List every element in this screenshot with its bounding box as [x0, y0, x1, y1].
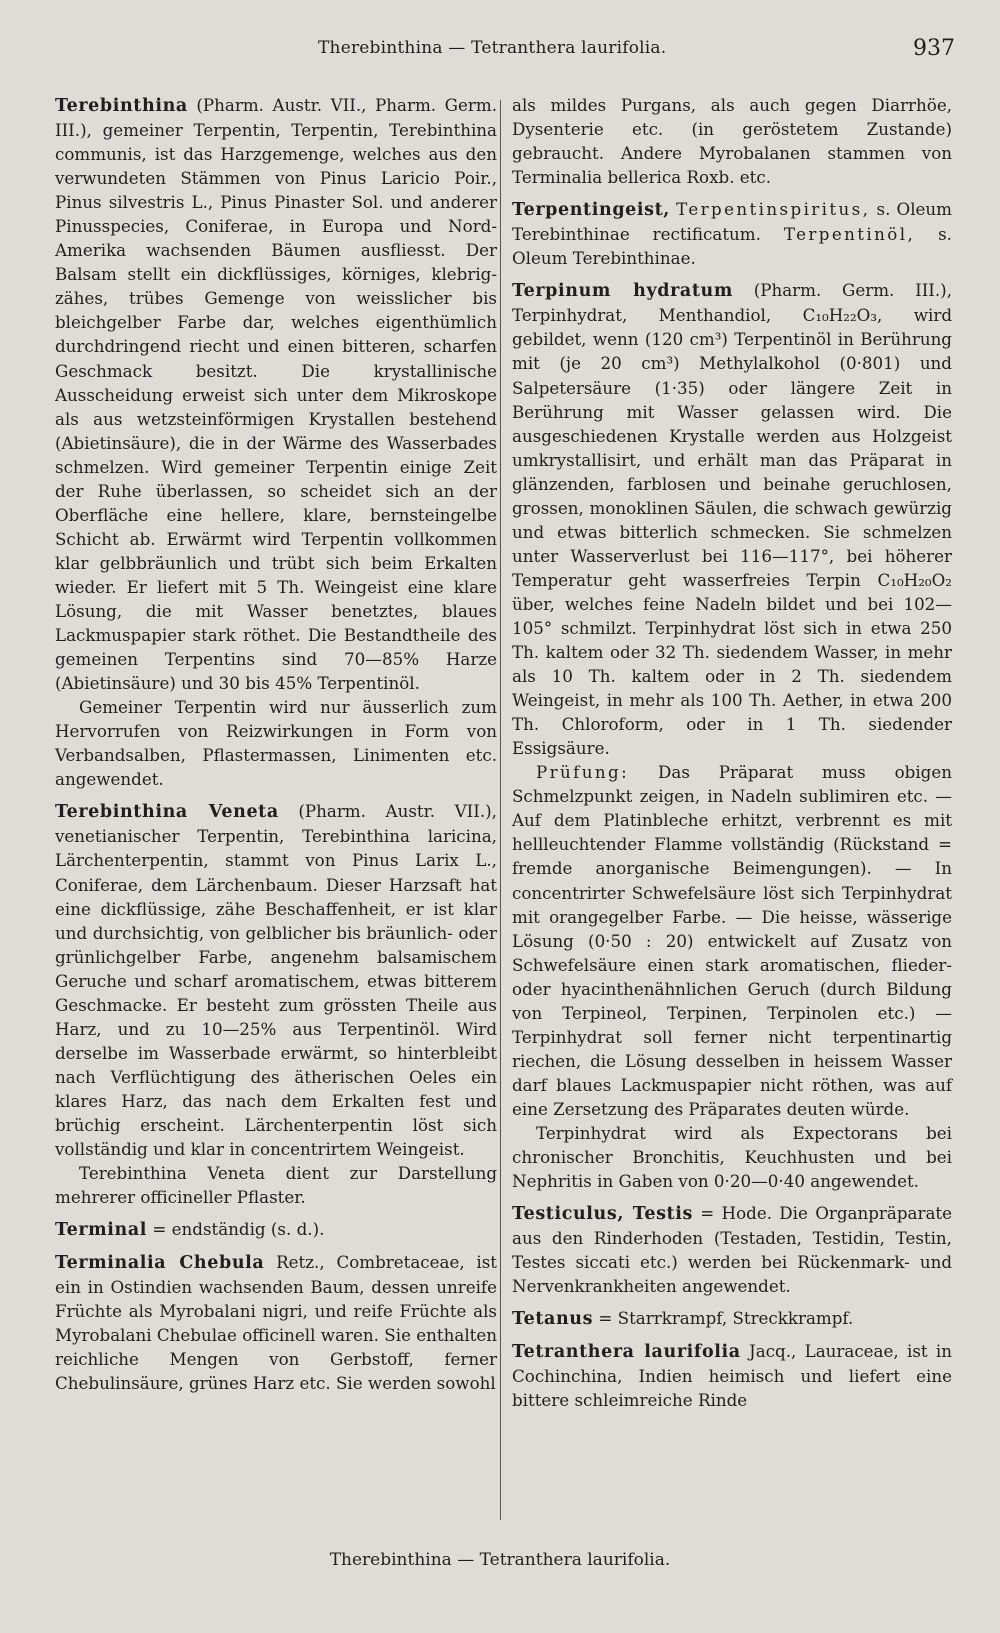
entry-terebinthina-veneta	[55, 799, 497, 1161]
entry-terpentingeist	[512, 197, 952, 270]
continuation-text: als mildes Purgans, als auch gegen Diarrhöe, Dysenterie etc. (in geröstetem Zustande) gebraucht. Andere Myrobalanen stammen von Terminalia bellerica Roxb. etc.	[512, 95, 952, 188]
entry-text: (Pharm. Germ. III.), Terpinhydrat, Menthandiol, C₁₀H₂₂O₃, wird gebildet, wenn (120 cm³) Terpentinöl in Berührung mit (je 20 cm³) Methylalkohol (0·801) und Salpetersäure (1·35) oder längere Zeit in Berührung mit Wasser gelassen wird. Die ausgeschiedenen Krystalle werden aus Holzgeist umkrystallisirt, und erhält man das Präparat in glänzenden, farblosen und beinahe geruchlosen, grossen, monoklinen Säulen, die schwach gewürzig und etwas bitterlich schmecken. Sie schmelzen unter Wasserverlust bei 116—117°, bei höherer Temperatur geht wasserfreies Terpin C₁₀H₂₀O₂ über, welches feine Nadeln bildet und bei 102—105° schmilzt. Terpinhydrat löst sich in etwa 250 Th. kaltem oder 32 Th. siedendem Wasser, in mehr als 10 Th. kaltem oder in 2 Th. siedendem Weingeist, in mehr als 100 Th. Aether, in etwa 200 Th. Chloroform, oder in 1 Th. siedender Essigsäure.	[512, 280, 952, 759]
running-title: Therebinthina — Tetranthera laurifolia.	[318, 38, 667, 58]
entry-text: Jacq., Lauraceae, ist in Cochinchina, Indien heimisch und liefert eine bittere schleimreiche Rinde	[512, 1341, 952, 1411]
entry-text: = Hode. Die Organpräparate aus den Rinderhoden (Testaden, Testidin, Testin, Testes siccati etc.) werden bei Rückenmark- und Nervenkrankheiten angewendet.	[512, 1203, 952, 1297]
lemma: Terminalia Chebula	[55, 1253, 265, 1274]
lemma: Tetanus	[512, 1309, 594, 1330]
paragraph-usage	[55, 695, 497, 791]
pruefung-label: Prüfung:	[536, 762, 630, 783]
page-number: 937	[913, 36, 955, 61]
lemma: Terebinthina Veneta	[55, 802, 279, 823]
lemma: Tetranthera laurifolia	[512, 1342, 741, 1363]
entry-text: = endständig (s. d.).	[147, 1219, 325, 1240]
entry-text: s. Oleum Terebinthinae rectificatum.	[512, 199, 952, 245]
entry-terminalia-chebula	[55, 1250, 497, 1395]
entry-text: Gemeiner Terpentin wird nur äusserlich zum Hervorrufen von Reizwirkungen in Form von Verbandsalben, Pflastermassen, Linimenten etc. angewendet.	[55, 697, 497, 790]
entry-text: Retz., Combretaceae, ist ein in Ostindien wachsenden Baum, dessen unreife Früchte als Myrobalani nigri, und reife Früchte als Myrobalani Chebulae officinell waren. Sie enthalten reichliche Mengen von Gerbstoff, ferner Chebulinsäure, grünes Harz etc. Sie werden sowohl	[55, 1252, 498, 1394]
paragraph-pruefung	[512, 760, 952, 1121]
entry-text: (Pharm. Austr. VII.), venetianischer Terpentin, Terebinthina laricina, Lärchenterpentin, stammt von Pinus Larix L., Coniferae, dem Lärchenbaum. Dieser Harzsaft hat eine dickflüssige, zähe Beschaffenheit, er ist klar und durchsichtig, von gelblicher bis bräunlich- oder grünlichgelber Farbe, angenehm balsamischem Geruche und scharf aromatischem, etwas bitterem Geschmacke. Er besteht zum grössten Theile aus Harz, und zu 10—25% aus Terpentinöl. Wird derselbe im Wasserbade erwärmt, so hinterbleibt nach Verflüchtigung des ätherischen Oeles ein klares Harz, das nach dem Erkalten fest und brüchig erscheint. Lärchenterpentin löst sich vollständig und klar in concentrirtem Weingeist.	[55, 801, 497, 1160]
lemma: Testiculus, Testis	[512, 1204, 693, 1225]
lemma: Terminal	[55, 1220, 148, 1241]
lemma: Terpentingeist,	[512, 200, 670, 221]
entry-tetranthera	[512, 1339, 952, 1412]
entry-text: = Starrkrampf, Streckkrampf.	[593, 1308, 854, 1329]
spaced-term: Terpentinöl,	[783, 224, 916, 245]
entry-text: Terebinthina Veneta dient zur Darstellung mehrerer officineller Pflaster.	[55, 1163, 497, 1208]
entry-text: Das Präparat muss obigen Schmelzpunkt zeigen, in Nadeln sublimiren etc. — Auf dem Platinbleche erhitzt, verbrennt es mit hellleuchtender Flamme vollständig (Rückstand = fremde anorganische Beimengungen). — In concentrirter Schwefelsäure löst sich Terpinhydrat mit orangegelber Farbe. — Die heisse, wässerige Lösung (0·50 : 20) entwickelt auf Zusatz von Schwefelsäure einen stark aromatischen, flieder- oder hyacinthenähnlichen Geruch (durch Bildung von Terpineol, Terpinen, Terpinolen etc.) — Terpinhydrat soll ferner nicht terpentinartig riechen, die Lösung desselben in heissem Wasser darf blaues Lackmuspapier nicht röthen, was auf eine Zersetzung des Präparates deuten würde.	[512, 762, 952, 1119]
right-column	[512, 93, 952, 1412]
lemma: Terpinum hydratum	[512, 281, 733, 302]
entry-terminal	[55, 1217, 497, 1242]
lemma: Terebinthina	[55, 96, 188, 116]
paragraph-terpin-use	[512, 1121, 952, 1193]
page-header	[0, 36, 1000, 66]
left-column	[55, 93, 497, 1395]
entry-tetanus	[512, 1306, 952, 1331]
entry-testiculus	[512, 1201, 952, 1298]
entry-text: Terpinhydrat wird als Expectorans bei chronischer Bronchitis, Keuchhusten und bei Nephritis in Gaben von 0·20—0·40 angewendet.	[512, 1122, 952, 1192]
column-divider	[500, 100, 501, 1520]
entry-terpinum-hydratum	[512, 278, 952, 760]
paragraph-veneta-usage	[55, 1161, 497, 1209]
entry-text: (Pharm. Austr. VII., Pharm. Germ. III.), gemeiner Terpentin, Terpentin, Terebinthina communis, ist das Harzgemenge, welches aus den verwundeten Stämmen von Pinus Laricio Poir., Pinus silvestris L., Pinus Pinaster Sol. und anderer Pinusspecies, Coniferae, in Europa und Nord-Amerika wachsenden Bäumen ausfliesst. Der Balsam stellt ein dickflüssiges, körniges, klebrig-zähes, trübes Gemenge von weisslicher bis bleichgelber Farbe dar, welches eigenthümlich durchdringend riecht und einen bitteren, scharfen Geschmack besitzt. Die krystallinische Ausscheidung erweist sich unter dem Mikroskope als aus wetzsteinförmigen Krystallen bestehend (Abietinsäure), die in der Wärme des Wasserbades schmelzen. Wird gemeiner Terpentin einige Zeit der Ruhe überlassen, so scheidet sich an der Oberfläche eine hellere, klare, bernsteingelbe Schicht ab. Erwärmt wird Terpentin vollkommen klar gelbbräunlich und trübt sich beim Erkalten wieder. Er liefert mit 5 Th. Weingeist eine klare Lösung, die mit Wasser benetztes, blaues Lackmuspapier stark röthet. Die Bestandtheile des gemeinen Terpentins sind 70—85% Harze (Abietinsäure) und 30 bis 45% Terpentinöl.	[55, 95, 497, 694]
spaced-term: Terpentinspiritus,	[676, 199, 871, 220]
entry-terebinthina	[55, 93, 497, 695]
page-footer: Therebinthina — Tetranthera laurifolia.	[329, 1550, 671, 1570]
entry-text: s. Oleum Terebinthinae.	[512, 224, 952, 269]
